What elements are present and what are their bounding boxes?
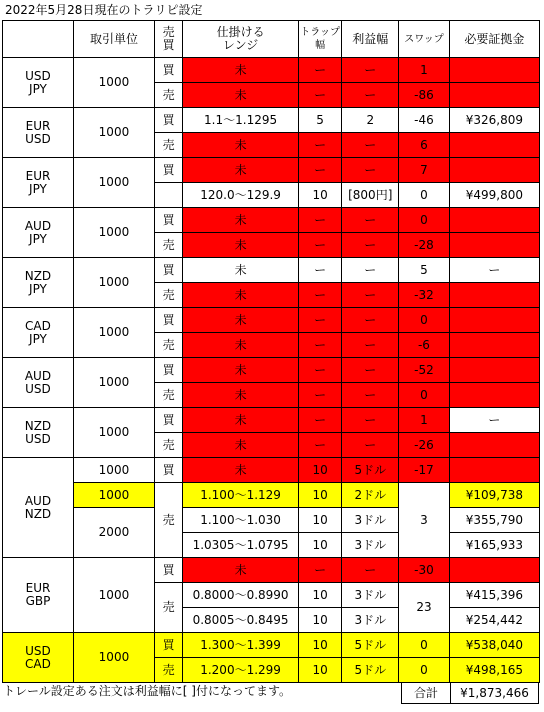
range-cell: 未	[183, 458, 299, 483]
side-cell	[154, 183, 182, 208]
profit-cell: ー	[342, 133, 399, 158]
swap-cell: 5	[399, 258, 450, 283]
range-cell: 未	[183, 333, 299, 358]
range-cell: 未	[183, 433, 299, 458]
trap-cell: 10	[298, 483, 342, 508]
header-swap: スワップ	[399, 21, 450, 58]
side-cell: 売	[154, 433, 182, 458]
swap-cell: 0	[399, 658, 450, 683]
side-cell: 買	[154, 308, 182, 333]
profit-cell: ー	[342, 383, 399, 408]
margin-cell	[449, 158, 539, 183]
unit-cell: 2000	[73, 508, 154, 558]
range-cell: 0.8005〜0.8495	[183, 608, 299, 633]
swap-cell: 7	[399, 158, 450, 183]
side-cell: 売	[154, 333, 182, 358]
trap-cell: 10	[298, 458, 342, 483]
side-cell: 買	[154, 58, 182, 83]
side-cell: 買	[154, 108, 182, 133]
swap-cell: 0	[399, 383, 450, 408]
side-cell: 売	[154, 133, 182, 158]
table-row	[3, 483, 540, 508]
trap-cell: ー	[298, 208, 342, 233]
margin-cell: ¥499,800	[449, 183, 539, 208]
swap-cell: -17	[399, 458, 450, 483]
swap-cell: 3	[399, 483, 450, 558]
margin-cell	[449, 308, 539, 333]
profit-cell: ー	[342, 258, 399, 283]
trap-cell: 10	[298, 508, 342, 533]
range-cell: 未	[183, 383, 299, 408]
profit-cell: ー	[342, 233, 399, 258]
table-row	[3, 633, 540, 658]
margin-cell: ¥415,396	[449, 583, 539, 608]
range-cell: 未	[183, 558, 299, 583]
profit-cell: 5ドル	[342, 658, 399, 683]
header-trap: トラップ 幅	[298, 21, 342, 58]
unit-cell: 1000	[73, 483, 154, 508]
profit-cell: ー	[342, 558, 399, 583]
unit-cell: 1000	[73, 258, 154, 308]
profit-cell: 2	[342, 108, 399, 133]
range-cell: 0.8000〜0.8990	[183, 583, 299, 608]
trap-cell: 10	[298, 608, 342, 633]
margin-cell	[449, 333, 539, 358]
profit-cell: 3ドル	[342, 583, 399, 608]
swap-cell: -30	[399, 558, 450, 583]
range-cell: 未	[183, 133, 299, 158]
range-cell: 未	[183, 283, 299, 308]
header-profit: 利益幅	[342, 21, 399, 58]
margin-cell: ー	[449, 408, 539, 433]
side-cell: 買	[154, 408, 182, 433]
side-cell: 売	[154, 483, 182, 558]
range-cell: 1.1〜1.1295	[183, 108, 299, 133]
table-row	[3, 508, 540, 533]
profit-cell: [800円]	[342, 183, 399, 208]
profit-cell: ー	[342, 408, 399, 433]
total-label: 合計	[401, 682, 451, 704]
trap-cell: 10	[298, 583, 342, 608]
swap-cell: -46	[399, 108, 450, 133]
swap-cell: -52	[399, 358, 450, 383]
trap-cell: ー	[298, 333, 342, 358]
range-cell: 1.300〜1.399	[183, 633, 299, 658]
margin-cell: ¥165,933	[449, 533, 539, 558]
trap-cell: ー	[298, 558, 342, 583]
pair-cell: AUD JPY	[3, 208, 74, 258]
trap-cell: ー	[298, 258, 342, 283]
pair-cell: USD JPY	[3, 58, 74, 108]
pair-cell: AUD NZD	[3, 458, 74, 558]
range-cell: 未	[183, 208, 299, 233]
total-value: ¥1,873,466	[450, 682, 539, 704]
side-cell: 買	[154, 558, 182, 583]
unit-cell: 1000	[73, 108, 154, 158]
swap-cell: 1	[399, 408, 450, 433]
range-cell: 未	[183, 408, 299, 433]
swap-cell: 6	[399, 133, 450, 158]
range-cell: 1.100〜1.030	[183, 508, 299, 533]
trap-cell: ー	[298, 433, 342, 458]
profit-cell: ー	[342, 333, 399, 358]
range-cell: 未	[183, 258, 299, 283]
pair-cell: USD CAD	[3, 633, 74, 683]
trap-cell: 10	[298, 633, 342, 658]
side-cell: 買	[154, 358, 182, 383]
side-cell: 売	[154, 583, 182, 633]
swap-cell: 0	[399, 208, 450, 233]
profit-cell: 5ドル	[342, 458, 399, 483]
pair-cell: CAD JPY	[3, 308, 74, 358]
trap-cell: ー	[298, 58, 342, 83]
margin-cell	[449, 283, 539, 308]
margin-cell	[449, 458, 539, 483]
side-cell: 売	[154, 283, 182, 308]
profit-cell: 2ドル	[342, 483, 399, 508]
margin-cell	[449, 433, 539, 458]
margin-cell	[449, 58, 539, 83]
table-row	[3, 158, 540, 183]
table-row	[3, 308, 540, 333]
unit-cell: 1000	[73, 458, 154, 483]
profit-cell: ー	[342, 433, 399, 458]
side-cell: 買	[154, 258, 182, 283]
table-row	[3, 108, 540, 133]
range-cell: 未	[183, 308, 299, 333]
swap-cell: 0	[399, 183, 450, 208]
pair-cell: EUR JPY	[3, 158, 74, 208]
side-cell: 買	[154, 458, 182, 483]
unit-cell: 1000	[73, 208, 154, 258]
trap-cell: ー	[298, 383, 342, 408]
pair-cell: EUR GBP	[3, 558, 74, 633]
margin-cell: ¥538,040	[449, 633, 539, 658]
footer-note: トレール設定ある注文は利益幅に[ ]付になってます。	[3, 684, 291, 698]
side-cell: 売	[154, 383, 182, 408]
trap-cell: 10	[298, 183, 342, 208]
profit-cell: ー	[342, 208, 399, 233]
profit-cell: ー	[342, 358, 399, 383]
range-cell: 未	[183, 58, 299, 83]
table-row	[3, 58, 540, 83]
margin-cell: ¥109,738	[449, 483, 539, 508]
range-cell: 未	[183, 83, 299, 108]
trap-cell: ー	[298, 158, 342, 183]
header-pair	[3, 21, 74, 58]
trap-cell: ー	[298, 133, 342, 158]
header-side: 売 買	[154, 21, 182, 58]
page-title: 2022年5月28日現在のトラリピ設定	[5, 3, 203, 17]
trap-cell: ー	[298, 233, 342, 258]
table-row	[3, 358, 540, 383]
unit-cell: 1000	[73, 633, 154, 683]
trap-cell: ー	[298, 358, 342, 383]
table-row	[3, 558, 540, 583]
margin-cell	[449, 358, 539, 383]
unit-cell: 1000	[73, 358, 154, 408]
unit-cell: 1000	[73, 58, 154, 108]
header-range: 仕掛ける レンジ	[183, 21, 299, 58]
margin-cell	[449, 133, 539, 158]
swap-cell: -6	[399, 333, 450, 358]
profit-cell: ー	[342, 283, 399, 308]
table-row	[3, 408, 540, 433]
header-unit: 取引単位	[73, 21, 154, 58]
swap-cell: -28	[399, 233, 450, 258]
swap-cell: 0	[399, 633, 450, 658]
profit-cell: ー	[342, 308, 399, 333]
swap-cell: -86	[399, 83, 450, 108]
range-cell: 未	[183, 358, 299, 383]
side-cell: 売	[154, 233, 182, 258]
margin-cell: ¥254,442	[449, 608, 539, 633]
side-cell: 買	[154, 158, 182, 183]
trap-cell: 5	[298, 108, 342, 133]
side-cell: 買	[154, 208, 182, 233]
trap-cell: 10	[298, 658, 342, 683]
range-cell: 1.100〜1.129	[183, 483, 299, 508]
table-row	[3, 458, 540, 483]
trap-cell: 10	[298, 533, 342, 558]
margin-cell	[449, 558, 539, 583]
side-cell: 売	[154, 658, 182, 683]
profit-cell: 3ドル	[342, 533, 399, 558]
pair-cell: EUR USD	[3, 108, 74, 158]
swap-cell: -26	[399, 433, 450, 458]
header-row	[3, 21, 540, 58]
unit-cell: 1000	[73, 308, 154, 358]
margin-cell: ¥326,809	[449, 108, 539, 133]
trap-cell: ー	[298, 83, 342, 108]
table-row	[3, 208, 540, 233]
profit-cell: 3ドル	[342, 508, 399, 533]
profit-cell: ー	[342, 58, 399, 83]
swap-cell: 1	[399, 58, 450, 83]
pair-cell: NZD JPY	[3, 258, 74, 308]
side-cell: 売	[154, 83, 182, 108]
trap-cell: ー	[298, 308, 342, 333]
pair-cell: AUD USD	[3, 358, 74, 408]
side-cell: 買	[154, 633, 182, 658]
range-cell: 未	[183, 158, 299, 183]
swap-cell: 23	[399, 583, 450, 633]
margin-cell	[449, 383, 539, 408]
unit-cell: 1000	[73, 158, 154, 208]
pair-cell: NZD USD	[3, 408, 74, 458]
header-margin: 必要証拠金	[449, 21, 539, 58]
margin-cell: ¥498,165	[449, 658, 539, 683]
range-cell: 1.200〜1.299	[183, 658, 299, 683]
unit-cell: 1000	[73, 408, 154, 458]
table-row	[3, 258, 540, 283]
trade-settings-table	[2, 20, 540, 683]
swap-cell: 0	[399, 308, 450, 333]
margin-cell: ¥355,790	[449, 508, 539, 533]
trap-cell: ー	[298, 408, 342, 433]
margin-cell	[449, 208, 539, 233]
range-cell: 1.0305〜1.0795	[183, 533, 299, 558]
unit-cell: 1000	[73, 558, 154, 633]
trap-cell: ー	[298, 283, 342, 308]
profit-cell: ー	[342, 83, 399, 108]
margin-cell: ー	[449, 258, 539, 283]
swap-cell: -32	[399, 283, 450, 308]
profit-cell: 3ドル	[342, 608, 399, 633]
profit-cell: ー	[342, 158, 399, 183]
margin-cell	[449, 233, 539, 258]
margin-cell	[449, 83, 539, 108]
range-cell: 未	[183, 233, 299, 258]
profit-cell: 5ドル	[342, 633, 399, 658]
range-cell: 120.0〜129.9	[183, 183, 299, 208]
